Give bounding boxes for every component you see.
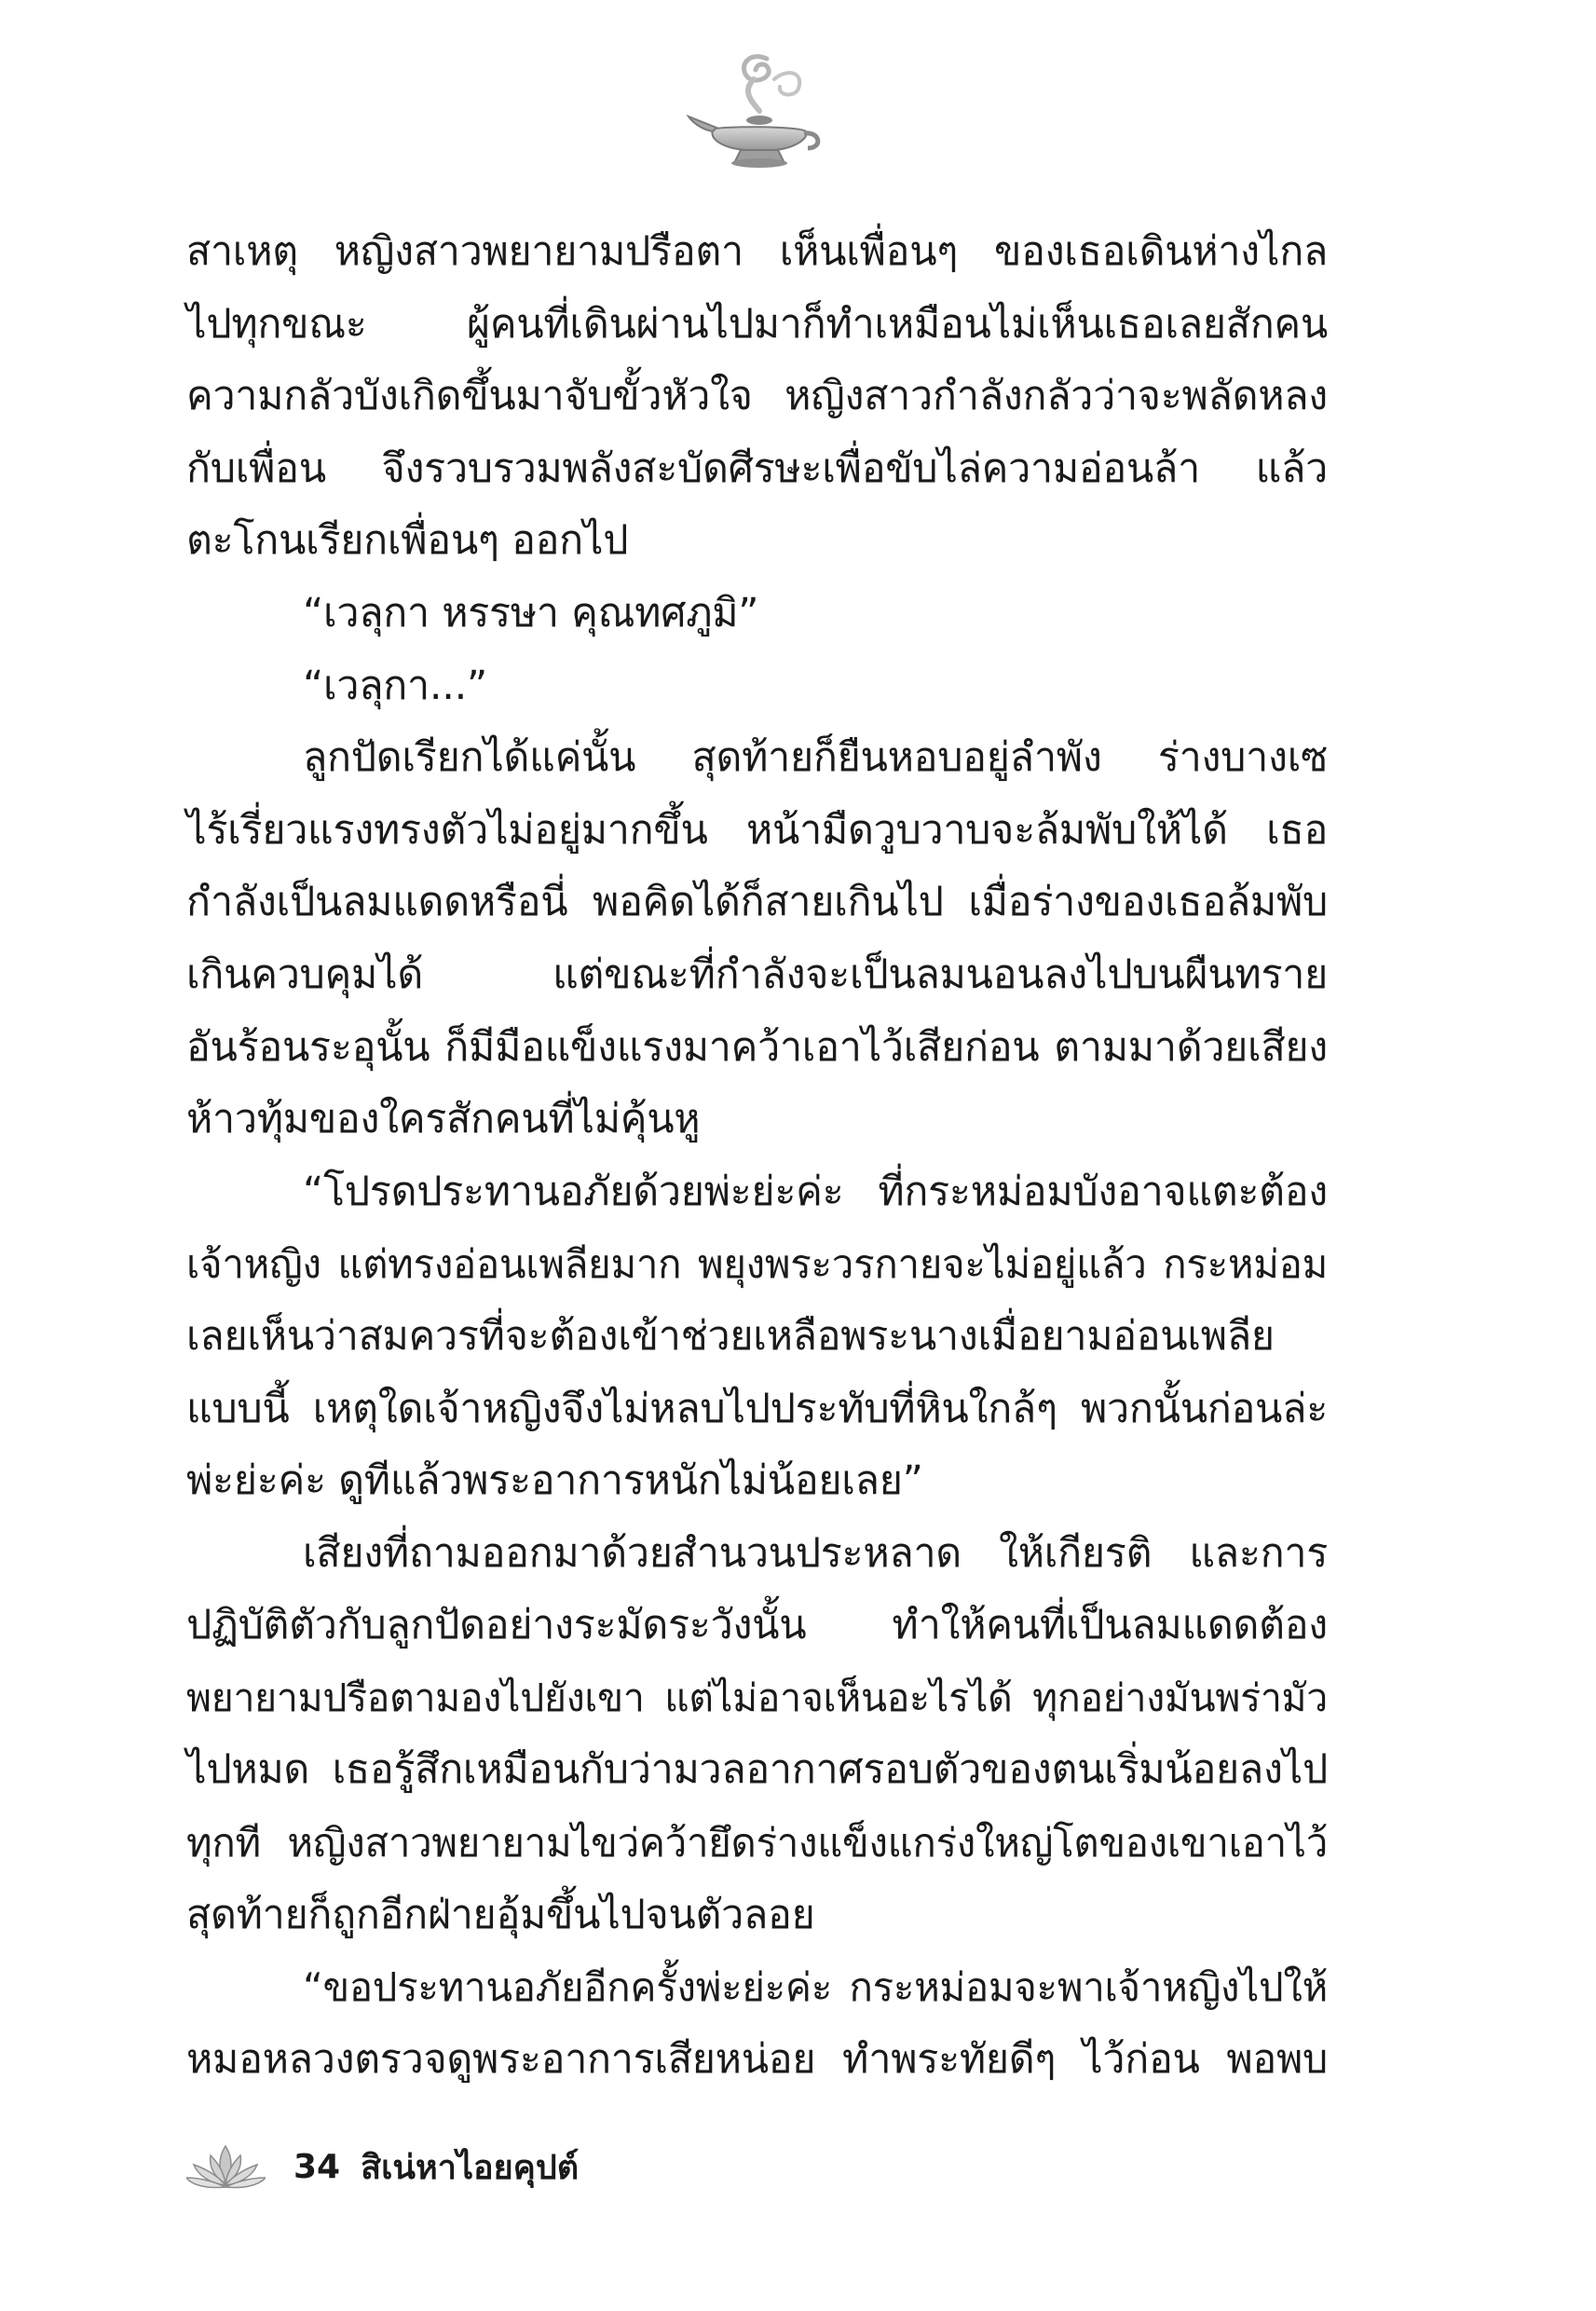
text-line: เกินควบคุมได้ แต่ขณะที่กำลังจะเป็นลมนอนลงไปบนผืนทราย <box>186 950 1328 998</box>
text-line: หมอหลวงตรวจดูพระอาการเสียหน่อย ทำพระทัยดีๆ ไว้ก่อน พอพบ <box>186 2035 1328 2083</box>
text-line: สุดท้ายก็ถูกอีกฝ่ายอุ้มขึ้นไปจนตัวลอย <box>186 1891 815 1938</box>
page-footer <box>186 2134 579 2199</box>
text-line: สาเหตุ หญิงสาวพยายามปรือตา เห็นเพื่อนๆ ของเธอเดินห่างไกล <box>186 228 1328 275</box>
text-line: ปฏิบัติตัวกับลูกปัดอย่างระมัดระวังนั้น ทำให้คนที่เป็นลมแดดต้อง <box>186 1602 1328 1649</box>
text-line: “ขอประทานอภัยอีกครั้งพ่ะย่ะค่ะ กระหม่อมจะพาเจ้าหญิงไปให้ <box>303 1964 1328 2011</box>
lotus-icon <box>186 2139 266 2195</box>
text-line: พ่ะย่ะค่ะ ดูทีแล้วพระอาการหนักไม่น้อยเลย” <box>186 1457 923 1505</box>
text-line: ลูกปัดเรียกได้แค่นั้น สุดท้ายก็ยืนหอบอยู่ลำพัง ร่างบางเซ <box>303 734 1328 782</box>
text-line: กำลังเป็นลมแดดหรือนี่ พอคิดได้ก็สายเกินไป เมื่อร่างของเธอล้มพับ <box>186 879 1328 926</box>
text-line: ความกลัวบังเกิดขึ้นมาจับขั้วหัวใจ หญิงสาวกำลังกลัวว่าจะพลัดหลง <box>186 373 1328 420</box>
page-number: 34 <box>293 2147 341 2186</box>
text-line: ไปทุกขณะ ผู้คนที่เดินผ่านไปมาก็ทำเหมือนไม่เห็นเธอเลยสักคน <box>186 300 1328 348</box>
text-line: เจ้าหญิง แต่ทรงอ่อนเพลียมาก พยุงพระวรกายจะไม่อยู่แล้ว กระหม่อม <box>186 1241 1328 1288</box>
text-line: “โปรดประทานอภัยด้วยพ่ะย่ะค่ะ ที่กระหม่อมบังอาจแตะต้อง <box>303 1168 1328 1215</box>
book-title: สิเน่หาไอยคุปต์ <box>361 2148 580 2187</box>
body-text <box>186 216 1328 2136</box>
text-line: ทุกที หญิงสาวพยายามไขว่คว้ายึดร่างแข็งแกร่งใหญ่โตของเขาเอาไว้ <box>186 1820 1328 1867</box>
text-line: ไร้เรี่ยวแรงทรงตัวไม่อยู่มากขึ้น หน้ามืดวูบวาบจะล้มพับให้ได้ เธอ <box>186 806 1328 854</box>
text-line: ไปหมด เธอรู้สึกเหมือนกับว่ามวลอากาศรอบตัวของตนเริ่มน้อยลงไป <box>186 1746 1328 1794</box>
genie-lamp-icon <box>685 51 825 172</box>
text-line: “เวลุกา หรรษา คุณทศภูมิ” <box>303 589 759 636</box>
text-line: พยายามปรือตามองไปยังเขา แต่ไม่อาจเห็นอะไรได้ ทุกอย่างมันพร่ามัว <box>186 1675 1328 1720</box>
text-line: ตะโกนเรียกเพื่อนๆ ออกไป <box>186 517 629 565</box>
text-line: เลยเห็นว่าสมควรที่จะต้องเข้าช่วยเหลือพระนางเมื่อยามอ่อนเพลีย <box>186 1312 1275 1360</box>
text-line: กับเพื่อน จึงรวบรวมพลังสะบัดศีรษะเพื่อขับไล่ความอ่อนล้า แล้ว <box>186 444 1328 492</box>
text-line: อันร้อนระอุนั้น ก็มีมือแข็งแรงมาคว้าเอาไว้เสียก่อน ตามมาด้วยเสียง <box>186 1023 1328 1071</box>
text-line: แบบนี้ เหตุใดเจ้าหญิงจึงไม่หลบไปประทับที่หินใกล้ๆ พวกนั้นก่อนล่ะ <box>186 1385 1328 1432</box>
text-line: ห้าวทุ้มของใครสักคนที่ไม่คุ้นหู <box>186 1096 701 1143</box>
text-line: “เวลุกา...” <box>303 662 487 709</box>
text-line: เสียงที่ถามออกมาด้วยสำนวนประหลาด ให้เกียรติ และการ <box>303 1529 1328 1577</box>
